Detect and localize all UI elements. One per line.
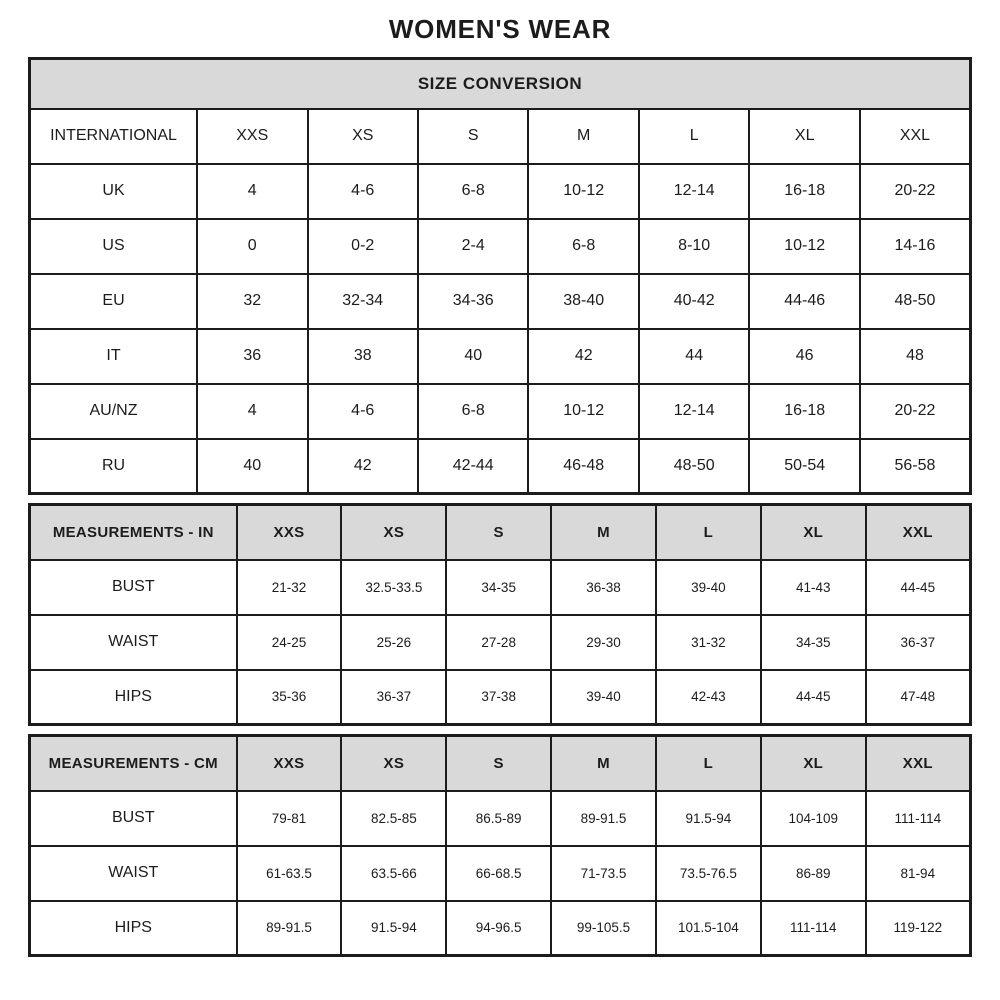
- table-row: [30, 846, 971, 901]
- table-cell: 41-43: [761, 560, 866, 615]
- table-cell: 36: [197, 329, 307, 384]
- table-cell: 6-8: [418, 164, 528, 219]
- table-row: [30, 560, 971, 615]
- table-cell: 37-38: [446, 670, 551, 725]
- table-cell: M: [551, 505, 656, 560]
- table-cell: 16-18: [749, 164, 859, 219]
- row-label: MEASUREMENTS - IN: [30, 505, 237, 560]
- table-cell: 119-122: [866, 901, 971, 956]
- table-cell: 12-14: [639, 164, 749, 219]
- table-cell: 4-6: [308, 164, 418, 219]
- table-cell: 32: [197, 274, 307, 329]
- table-cell: M: [528, 109, 638, 164]
- table-row: [30, 439, 971, 494]
- table-cell: 16-18: [749, 384, 859, 439]
- table-cell: 31-32: [656, 615, 761, 670]
- table-cell: 79-81: [237, 791, 342, 846]
- table-cell: 0: [197, 219, 307, 274]
- table-cell: XXL: [866, 736, 971, 791]
- table-cell: 44: [639, 329, 749, 384]
- row-label: MEASUREMENTS - CM: [30, 736, 237, 791]
- table-cell: 40-42: [639, 274, 749, 329]
- table-cell: 38-40: [528, 274, 638, 329]
- table-cell: 4-6: [308, 384, 418, 439]
- table-cell: 32-34: [308, 274, 418, 329]
- table-cell: 46-48: [528, 439, 638, 494]
- table-cell: 38: [308, 329, 418, 384]
- table-cell: 10-12: [749, 219, 859, 274]
- table-cell: 12-14: [639, 384, 749, 439]
- table-cell: 48-50: [639, 439, 749, 494]
- table-cell: 101.5-104: [656, 901, 761, 956]
- row-label: HIPS: [30, 670, 237, 725]
- table-cell: 89-91.5: [237, 901, 342, 956]
- row-label: BUST: [30, 560, 237, 615]
- measurements-cm-body: [30, 736, 971, 956]
- table-cell: XL: [761, 505, 866, 560]
- table-cell: 8-10: [639, 219, 749, 274]
- table-cell: 91.5-94: [656, 791, 761, 846]
- table-cell: 10-12: [528, 384, 638, 439]
- table-row: [30, 109, 971, 164]
- table-cell: 40: [418, 329, 528, 384]
- table-cell: 4: [197, 164, 307, 219]
- table-row: [30, 164, 971, 219]
- table-cell: 21-32: [237, 560, 342, 615]
- size-conversion-title: SIZE CONVERSION: [30, 59, 971, 109]
- table-cell: 81-94: [866, 846, 971, 901]
- table-cell: 20-22: [860, 164, 971, 219]
- table-cell: XL: [749, 109, 859, 164]
- row-label: RU: [30, 439, 198, 494]
- row-label: AU/NZ: [30, 384, 198, 439]
- table-cell: XXS: [237, 736, 342, 791]
- table-cell: 86-89: [761, 846, 866, 901]
- row-label: WAIST: [30, 615, 237, 670]
- table-cell: 111-114: [761, 901, 866, 956]
- table-cell: 104-109: [761, 791, 866, 846]
- table-cell: 39-40: [551, 670, 656, 725]
- table-cell: 44-46: [749, 274, 859, 329]
- table-cell: 66-68.5: [446, 846, 551, 901]
- row-label: WAIST: [30, 846, 237, 901]
- size-conversion-table: [28, 57, 972, 495]
- table-cell: S: [418, 109, 528, 164]
- table-row: [30, 329, 971, 384]
- table-cell: 44-45: [866, 560, 971, 615]
- table-cell: 63.5-66: [341, 846, 446, 901]
- size-conversion-title-row: [30, 59, 971, 109]
- table-cell: 0-2: [308, 219, 418, 274]
- table-cell: 99-105.5: [551, 901, 656, 956]
- table-cell: 86.5-89: [446, 791, 551, 846]
- table-cell: 6-8: [528, 219, 638, 274]
- table-cell: 36-38: [551, 560, 656, 615]
- table-row: [30, 384, 971, 439]
- table-cell: 56-58: [860, 439, 971, 494]
- measurements-in-body: [30, 505, 971, 725]
- table-cell: 42-44: [418, 439, 528, 494]
- page-title: WOMEN'S WEAR: [388, 14, 612, 44]
- row-label: INTERNATIONAL: [30, 109, 198, 164]
- table-cell: 29-30: [551, 615, 656, 670]
- table-cell: 46: [749, 329, 859, 384]
- table-cell: XXS: [197, 109, 307, 164]
- table-cell: S: [446, 736, 551, 791]
- measurements-in-table: [28, 503, 972, 726]
- table-cell: 39-40: [656, 560, 761, 615]
- header-row: [30, 505, 971, 560]
- table-cell: 4: [197, 384, 307, 439]
- table-cell: 89-91.5: [551, 791, 656, 846]
- table-cell: 50-54: [749, 439, 859, 494]
- table-cell: XS: [308, 109, 418, 164]
- table-cell: 20-22: [860, 384, 971, 439]
- table-cell: 10-12: [528, 164, 638, 219]
- table-cell: 27-28: [446, 615, 551, 670]
- table-cell: 47-48: [866, 670, 971, 725]
- table-cell: 91.5-94: [341, 901, 446, 956]
- table-cell: 32.5-33.5: [341, 560, 446, 615]
- table-cell: 6-8: [418, 384, 528, 439]
- table-cell: 36-37: [341, 670, 446, 725]
- table-cell: 34-35: [446, 560, 551, 615]
- table-cell: 14-16: [860, 219, 971, 274]
- table-cell: XL: [761, 736, 866, 791]
- table-cell: 71-73.5: [551, 846, 656, 901]
- row-label: IT: [30, 329, 198, 384]
- row-label: EU: [30, 274, 198, 329]
- table-cell: 35-36: [237, 670, 342, 725]
- row-label: UK: [30, 164, 198, 219]
- size-conversion-body: [30, 109, 971, 494]
- table-cell: 34-35: [761, 615, 866, 670]
- table-row: [30, 615, 971, 670]
- header-row: [30, 736, 971, 791]
- table-cell: 61-63.5: [237, 846, 342, 901]
- table-cell: XXL: [860, 109, 971, 164]
- table-cell: 36-37: [866, 615, 971, 670]
- table-row: [30, 274, 971, 329]
- table-row: [30, 791, 971, 846]
- table-row: [30, 219, 971, 274]
- table-cell: 42: [528, 329, 638, 384]
- table-cell: 42: [308, 439, 418, 494]
- table-cell: XXL: [866, 505, 971, 560]
- table-cell: XXS: [237, 505, 342, 560]
- table-cell: XS: [341, 505, 446, 560]
- row-label: US: [30, 219, 198, 274]
- table-row: [30, 670, 971, 725]
- table-cell: S: [446, 505, 551, 560]
- table-cell: L: [639, 109, 749, 164]
- measurements-cm-table: [28, 734, 972, 957]
- table-cell: L: [656, 505, 761, 560]
- row-label: BUST: [30, 791, 237, 846]
- table-cell: 42-43: [656, 670, 761, 725]
- table-cell: 34-36: [418, 274, 528, 329]
- table-cell: 24-25: [237, 615, 342, 670]
- table-cell: 48: [860, 329, 971, 384]
- table-cell: XS: [341, 736, 446, 791]
- table-cell: 48-50: [860, 274, 971, 329]
- table-cell: 94-96.5: [446, 901, 551, 956]
- table-cell: 40: [197, 439, 307, 494]
- table-cell: 73.5-76.5: [656, 846, 761, 901]
- row-label: HIPS: [30, 901, 237, 956]
- table-cell: 111-114: [866, 791, 971, 846]
- table-cell: 2-4: [418, 219, 528, 274]
- table-cell: L: [656, 736, 761, 791]
- table-cell: M: [551, 736, 656, 791]
- table-cell: 25-26: [341, 615, 446, 670]
- table-row: [30, 901, 971, 956]
- table-cell: 82.5-85: [341, 791, 446, 846]
- table-cell: 44-45: [761, 670, 866, 725]
